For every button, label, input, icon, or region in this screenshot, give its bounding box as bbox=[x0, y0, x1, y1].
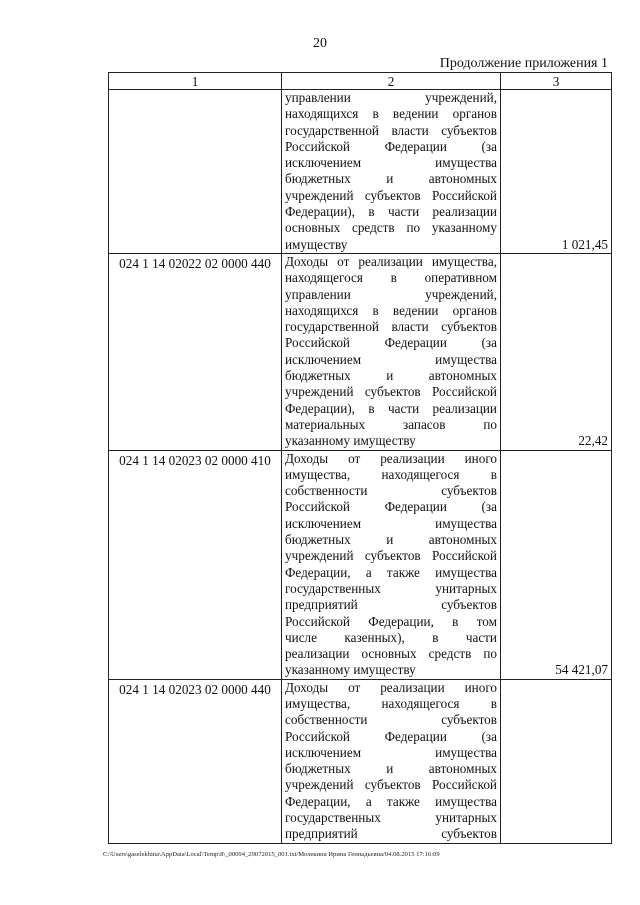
table-row bbox=[109, 90, 612, 254]
description-line: государственной власти субъектов bbox=[285, 319, 497, 335]
table-header-row bbox=[109, 73, 612, 90]
description-line: государственных унитарных bbox=[285, 810, 497, 826]
description-line: Федерации, а также имущества bbox=[285, 793, 497, 809]
budget-code-cell: 024 1 14 02023 02 0000 440 bbox=[109, 679, 282, 843]
page-number: 20 bbox=[313, 36, 327, 51]
description-line: материальных запасов по bbox=[285, 416, 497, 432]
description-line: бюджетных и автономных bbox=[285, 761, 497, 777]
description-line: Федерации), в части реализации bbox=[285, 204, 497, 220]
description-line: находящихся в ведении органов bbox=[285, 302, 497, 318]
amount-cell: 54 421,07 bbox=[501, 450, 612, 679]
description-cell bbox=[282, 679, 501, 843]
description-line: имущества, находящегося в bbox=[285, 466, 497, 482]
description-line: государственных унитарных bbox=[285, 580, 497, 596]
description-line: Российской Федерации, в том bbox=[285, 613, 497, 629]
description-line: собственности субъектов bbox=[285, 712, 497, 728]
description-cell bbox=[282, 450, 501, 679]
description-line: бюджетных и автономных bbox=[285, 171, 497, 187]
description-line: Федерации), в части реализации bbox=[285, 400, 497, 416]
description-line: государственной власти субъектов bbox=[285, 122, 497, 138]
description-line: бюджетных и автономных bbox=[285, 368, 497, 384]
description-line: Российской Федерации (за bbox=[285, 728, 497, 744]
footer-file-path: C:\Users\gaselekhina\AppData\Local\Temp\8\_00094_29072015_001.txt/Молекина Ирина Геннадьевна/04.08.2015 17:16:09 bbox=[103, 851, 440, 858]
description-line: Доходы от реализации имущества, bbox=[285, 253, 497, 269]
description-line: Федерации, а также имущества bbox=[285, 564, 497, 580]
description-line: числе казенных), в части bbox=[285, 629, 497, 645]
budget-code-cell bbox=[109, 90, 282, 254]
description-line: находящегося в оперативном bbox=[285, 270, 497, 286]
description-line: учреждений субъектов Российской bbox=[285, 777, 497, 793]
description-line: Доходы от реализации иного bbox=[285, 450, 497, 466]
description-line: имущества, находящегося в bbox=[285, 695, 497, 711]
budget-code-cell: 024 1 14 02022 02 0000 440 bbox=[109, 253, 282, 450]
table-row bbox=[109, 253, 612, 450]
description-line: бюджетных и автономных bbox=[285, 532, 497, 548]
description-line: указанному имуществу bbox=[285, 662, 416, 678]
description-line: управлении учреждений, bbox=[285, 286, 497, 302]
description-line: основных средств по указанному bbox=[285, 220, 497, 236]
description-line: исключением имущества bbox=[285, 515, 497, 531]
column-header-2: 2 bbox=[282, 73, 501, 90]
description-line: собственности субъектов bbox=[285, 483, 497, 499]
description-line: Российской Федерации (за bbox=[285, 138, 497, 154]
continuation-label: Продолжение приложения 1 bbox=[439, 56, 608, 71]
amount-cell bbox=[501, 679, 612, 843]
description-cell bbox=[282, 90, 501, 254]
description-line: Российской Федерации (за bbox=[285, 499, 497, 515]
amount-cell: 22,42 bbox=[501, 253, 612, 450]
description-line: находящихся в ведении органов bbox=[285, 106, 497, 122]
table-row bbox=[109, 679, 612, 843]
description-line: управлении учреждений, bbox=[285, 90, 497, 105]
description-line: учреждений субъектов Российской bbox=[285, 187, 497, 203]
description-line: исключением имущества bbox=[285, 351, 497, 367]
description-line: Доходы от реализации иного bbox=[285, 679, 497, 695]
table-body bbox=[109, 90, 612, 844]
description-line: указанному имуществу bbox=[285, 433, 416, 449]
column-header-1: 1 bbox=[109, 73, 282, 90]
revenue-table bbox=[108, 72, 612, 844]
amount-cell: 1 021,45 bbox=[501, 90, 612, 254]
description-line: реализации основных средств по bbox=[285, 646, 497, 662]
description-cell bbox=[282, 253, 501, 450]
column-header-3: 3 bbox=[501, 73, 612, 90]
description-line: предприятий субъектов bbox=[285, 826, 497, 842]
description-line: исключением имущества bbox=[285, 744, 497, 760]
description-line: учреждений субъектов Российской bbox=[285, 384, 497, 400]
budget-code-cell: 024 1 14 02023 02 0000 410 bbox=[109, 450, 282, 679]
table-row bbox=[109, 450, 612, 679]
description-line: учреждений субъектов Российской bbox=[285, 548, 497, 564]
description-line: предприятий субъектов bbox=[285, 597, 497, 613]
description-line: исключением имущества bbox=[285, 155, 497, 171]
description-line: имуществу bbox=[285, 236, 348, 252]
description-line: Российской Федерации (за bbox=[285, 335, 497, 351]
